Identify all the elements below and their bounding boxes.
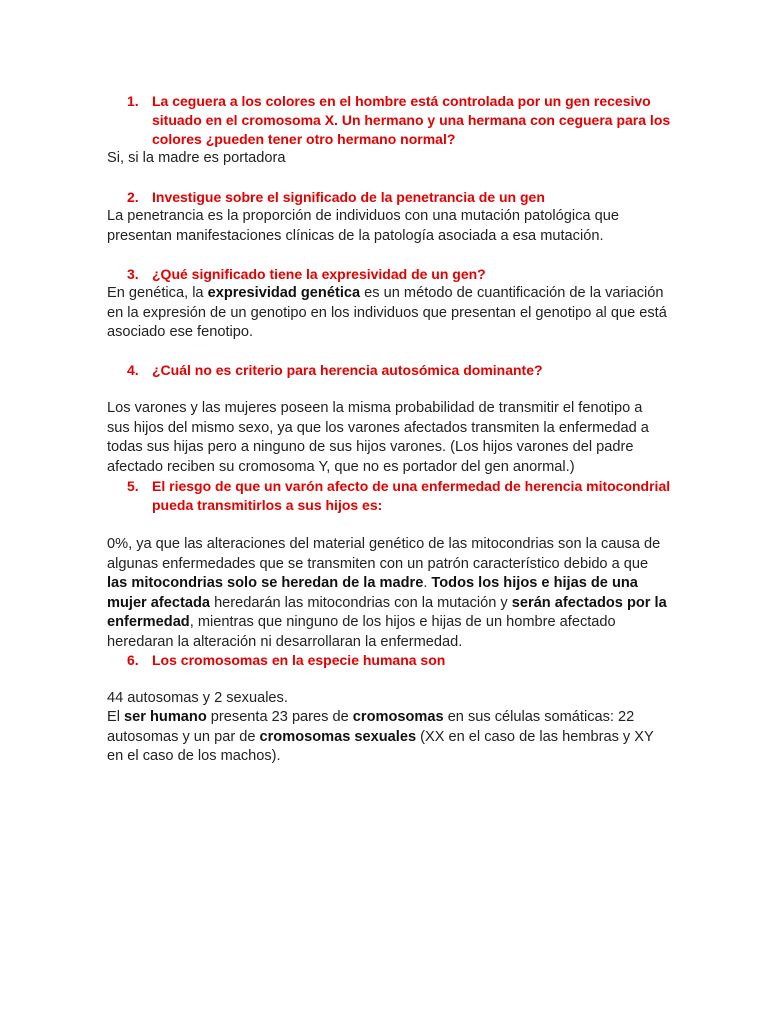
answer-3 xyxy=(107,284,667,343)
answer-text: , mientras que ninguno de los hijos e hijas de un hombre afectado heredaran la alteración ni desarrollaran la enfermedad. xyxy=(107,614,616,650)
answer-bold-term: las mitocondrias solo se heredan de la madre xyxy=(107,575,424,591)
question-2 xyxy=(127,188,687,207)
answer-text: El xyxy=(107,709,125,725)
question-5 xyxy=(127,477,687,515)
question-6 xyxy=(127,651,687,670)
question-3 xyxy=(127,265,687,284)
question-number: 6. xyxy=(127,652,139,668)
answer-1: Si, si la madre es portadora xyxy=(107,150,286,166)
answer-bold-term: cromosomas xyxy=(352,709,444,725)
answer-text: heredarán las mitocondrias con la mutación y xyxy=(210,594,512,611)
answer-4: Los varones y las mujeres poseen la misma probabilidad de transmitir el fenotipo a sus hijos del mismo sexo, ya que los varones afectados transmiten la enfermedad a todas sus hijas pero a ninguno de sus hijos varones. (Los hijos varones del padre afectado reciben su cromosoma Y, que no es portador del gen anormal.) xyxy=(107,400,649,475)
answer-5 xyxy=(107,535,667,652)
answer-text: presenta 23 pares de xyxy=(206,709,353,725)
question-number: 1. xyxy=(127,93,139,109)
answer-text: . xyxy=(423,575,432,591)
question-text: Investigue sobre el significado de la penetrancia de un gen xyxy=(152,189,545,205)
answer-bold-term: serán afectados por la enfermedad xyxy=(107,594,667,630)
answer-6-line-1: 44 autosomas y 2 sexuales. xyxy=(107,690,288,706)
question-text: ¿Qué significado tiene la expresividad de un gen? xyxy=(152,266,486,282)
question-number: 5. xyxy=(127,478,139,494)
answer-6 xyxy=(107,708,667,767)
answer-bold-term: cromosomas sexuales xyxy=(259,728,417,745)
question-text: El riesgo de que un varón afecto de una enfermedad de herencia mitocondrial pueda transmitirlos a sus hijos es: xyxy=(152,478,671,513)
answer-text: (XX en el caso de las hembras y XY en el caso de los machos). xyxy=(107,728,654,764)
question-number: 2. xyxy=(127,189,139,205)
question-1 xyxy=(127,92,687,149)
question-number: 3. xyxy=(127,266,139,282)
answer-bold-term: Todos los hijos e hijas de una mujer afectada xyxy=(107,575,638,611)
answer-text: 0%, ya que las alteraciones del material genético de las mitocondrias son la causa de algunas enfermedades que se transmiten con un patrón característico debido a que xyxy=(107,536,661,572)
question-number: 4. xyxy=(127,362,139,378)
answer-text: es un método de cuantificación de la variación en la expresión de un genotipo en los individuos que presentan el genotipo al que está asociado ese fenotipo. xyxy=(107,285,667,340)
question-text: ¿Cuál no es criterio para herencia autosómica dominante? xyxy=(152,362,543,378)
answer-2: La penetrancia es la proporción de individuos con una mutación patológica que presentan manifestaciones clínicas de la patología asociada a esa mutación. xyxy=(107,208,619,244)
answer-bold-term: expresividad genética xyxy=(207,285,361,301)
answer-bold-term: ser humano xyxy=(124,709,207,725)
answer-text: En genética, la xyxy=(107,285,208,301)
question-4 xyxy=(127,361,687,380)
question-text: La ceguera a los colores en el hombre está controlada por un gen recesivo situado en el cromosoma X. Un hermano y una hermana con ceguera para los colores ¿pueden tener otro hermano normal? xyxy=(152,93,671,147)
question-text: Los cromosomas en la especie humana son xyxy=(152,652,446,668)
answer-text: en sus células somáticas: 22 autosomas y un par de xyxy=(107,709,635,745)
